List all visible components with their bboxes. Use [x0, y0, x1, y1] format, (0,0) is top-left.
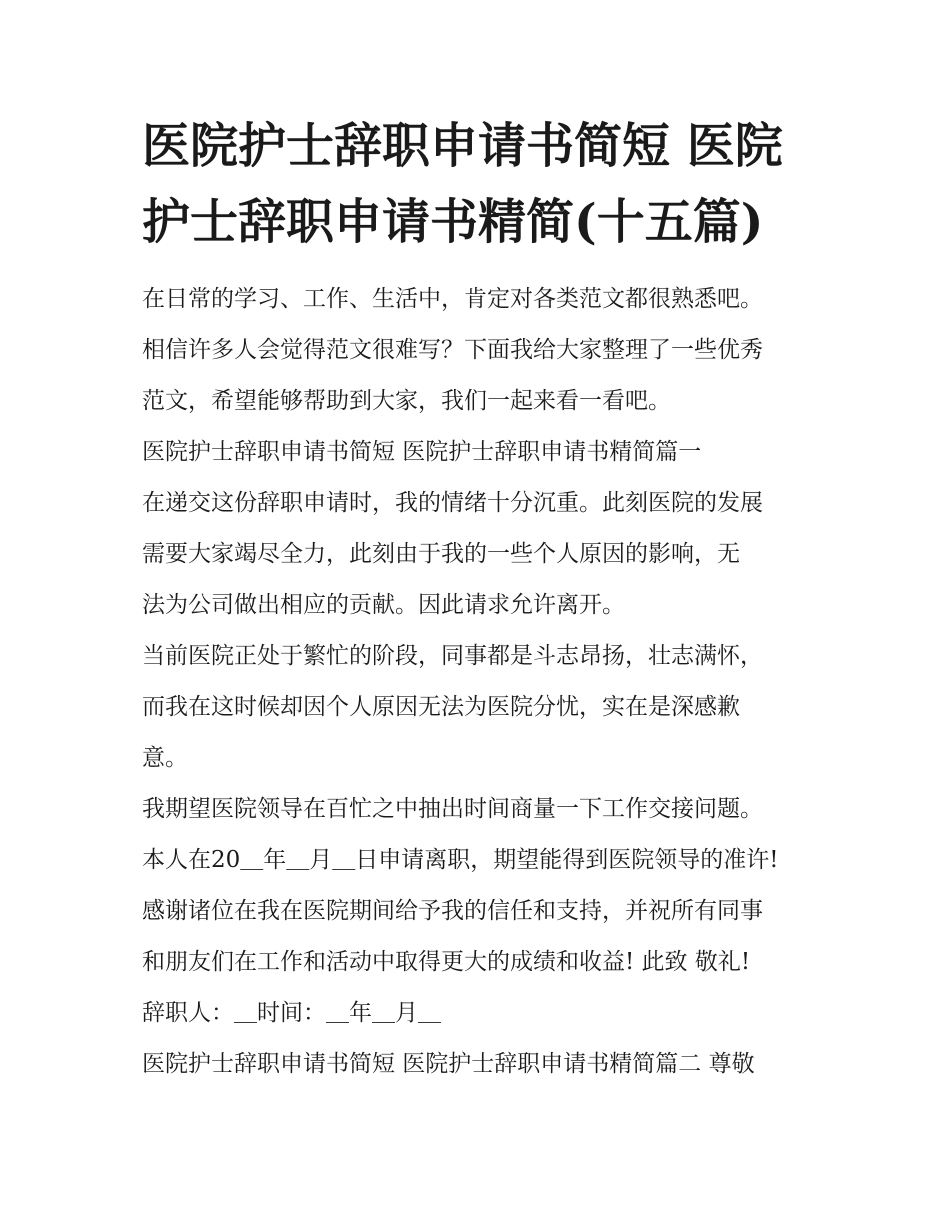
body-line: 本人在20＿年＿月＿日申请离职，期望能得到医院领导的准许! — [142, 847, 779, 873]
body-line: 意。 — [142, 745, 188, 771]
body-line: 感谢诸位在我在医院期间给予我的信任和支持，并祝所有同事 — [142, 898, 763, 924]
title-line-1: 医院护士辞职申请书简短 医院 — [142, 118, 783, 174]
body-line: 我期望医院领导在百忙之中抽出时间商量一下工作交接问题。 — [142, 796, 763, 822]
title-line-2: 护士辞职申请书精简(十五篇) — [142, 194, 764, 250]
section-heading-1: 医院护士辞职申请书简短 医院护士辞职申请书精简篇一 — [142, 439, 702, 465]
body-line: 法为公司做出相应的贡献。因此请求允许离开。 — [142, 592, 625, 618]
section-heading-2: 医院护士辞职申请书简短 医院护士辞职申请书精简篇二 尊敬 — [142, 1051, 755, 1077]
signature-line: 辞职人：＿时间：＿年＿月＿ — [142, 1000, 441, 1026]
body-line: 在递交这份辞职申请时，我的情绪十分沉重。此刻医院的发展 — [142, 490, 763, 516]
body-line: 需要大家竭尽全力，此刻由于我的一些个人原因的影响，无 — [142, 541, 740, 567]
document-content — [142, 108, 822, 1090]
document-title — [142, 108, 822, 260]
body-line: 当前医院正处于繁忙的阶段，同事都是斗志昂扬，壮志满怀， — [142, 643, 763, 669]
body-line: 范文，希望能够帮助到大家，我们一起来看一看吧。 — [142, 388, 671, 414]
body-line: 而我在这时候却因个人原因无法为医院分忧，实在是深感歉 — [142, 694, 740, 720]
document-body — [142, 274, 822, 1090]
body-line: 相信许多人会觉得范文很难写？下面我给大家整理了一些优秀 — [142, 337, 763, 363]
body-line: 和朋友们在工作和活动中取得更大的成绩和收益! 此致 敬礼! — [142, 949, 751, 975]
body-line: 在日常的学习、工作、生活中，肯定对各类范文都很熟悉吧。 — [142, 286, 763, 312]
